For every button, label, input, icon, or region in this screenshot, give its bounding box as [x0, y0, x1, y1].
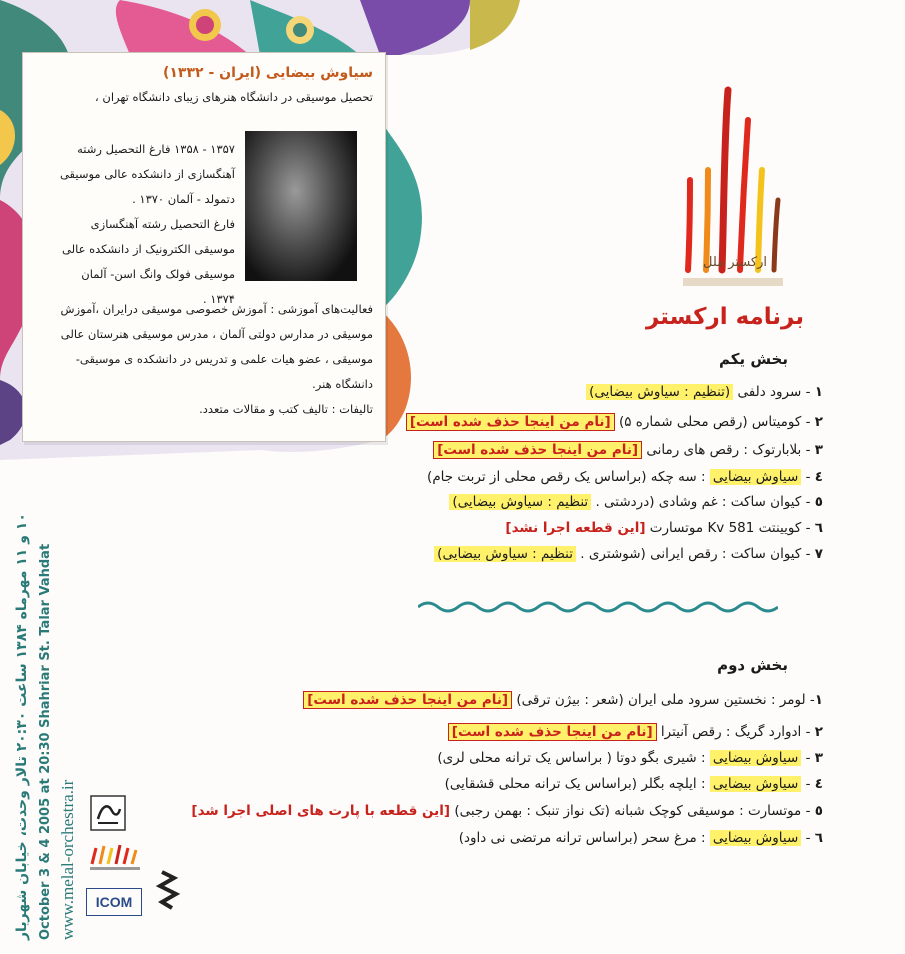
- bio-line: ۱۳۵۷ - ۱۳۵۸ فارغ التحصیل رشته: [77, 142, 235, 156]
- highlighted-credit: سیاوش بیضایی: [710, 830, 801, 846]
- bio-line: ۱۳۷۴ .: [202, 292, 235, 306]
- not-performed-note: [این قطعه اجرا نشد]: [505, 520, 646, 536]
- removed-name-note: [نام من اینجا حذف شده است]: [433, 441, 642, 459]
- website-url[interactable]: www.melal-orchestra.ir: [58, 779, 77, 940]
- bio-line: آهنگسازی از دانشکده عالی موسیقی: [59, 167, 235, 181]
- composers-association-logo: [86, 842, 152, 872]
- program-item: ۳ - بلابارتوک : رقص های رمانی [نام من اینجا حذف شده است]: [433, 442, 823, 458]
- date-venue-persian: ۱۰ و ۱۱ مهرماه ۱۳۸۴ ساعت ۲۰:۳۰ تالار وحدت، خیابان شهریار: [14, 513, 30, 940]
- program-item: ۲ - ادوارد گریگ : رقص آنیترا [نام من اینجا حذف شده است]: [448, 724, 823, 740]
- bio-line: موسیقی در مدارس دولتی آلمان ، مدرس موسیقی هنرستان عالی: [60, 327, 373, 341]
- bio-line: فعالیت‌های آموزشی : آموزش خصوصی موسیقی درایران ،آموزش: [60, 302, 373, 316]
- side-info: [14, 513, 77, 940]
- portrait-photo: [245, 131, 357, 281]
- highlighted-credit: (تنظیم : سیاوش بیضایی): [586, 384, 733, 400]
- bio-works: تالیفات : تالیف کتب و مقالات متعدد.: [199, 402, 373, 416]
- highlighted-credit: سیاوش بیضایی: [710, 750, 801, 766]
- biography-card: [22, 52, 386, 442]
- calligraphy-logo: [90, 795, 126, 831]
- removed-name-note: [نام من اینجا حذف شده است]: [448, 723, 657, 741]
- program-item: ٥ - کیوان ساکت : غم وشادی (دردشتی . تنظیم : سیاوش بیضایی): [449, 494, 823, 510]
- part-two-title: بخش دوم: [717, 656, 788, 674]
- program-item: ۲ - کومیتاس (رقص محلی شماره ۵) [نام من اینجا حذف شده است]: [406, 414, 823, 430]
- highlighted-credit: سیاوش بیضایی: [710, 776, 801, 792]
- program-item: ٤ - سیاوش بیضایی : ایلچه بگلر (براساس یک ترانه محلی قشقایی): [444, 776, 823, 792]
- removed-name-note: [نام من اینجا حذف شده است]: [303, 691, 512, 709]
- removed-name-note: [نام من اینجا حذف شده است]: [406, 413, 615, 431]
- program-item: ۷ - کیوان ساکت : رقص ایرانی (شوشتری . تنظیم : سیاوش بیضایی): [434, 546, 823, 562]
- program-item: ۱- لومر : نخستین سرود ملی ایران (شعر : بیژن ترقی) [نام من اینجا حذف شده است]: [303, 692, 823, 708]
- bio-title: سیاوش بیضایی (ایران - ۱۳۳۲): [162, 65, 373, 81]
- original-parts-note: [این قطعه با پارت های اصلی اجرا شد]: [191, 803, 451, 819]
- logo-text: ارکستر ملل: [702, 255, 768, 270]
- bio-activities: [33, 297, 373, 422]
- program-item: ٦ - کویینتت 581 Kv موتسارت [این قطعه اجرا نشد]: [505, 520, 823, 536]
- bio-line: موسیقی فولک وانگ اسن- آلمان: [81, 267, 235, 281]
- bio-intro: تحصیل موسیقی در دانشگاه هنرهای زیبای دانشگاه تهران ،: [95, 90, 373, 104]
- wave-divider: [418, 597, 778, 617]
- program-item: ٤ - سیاوش بیضایی : سه چکه (براساس یک رقص محلی از تربت جام): [427, 469, 823, 485]
- date-venue-english: October 3 & 4 2005 at 20:30 Shahriar St. Talar Vahdat: [38, 543, 53, 940]
- program-item: ۳ - سیاوش بیضایی : شیری بگو دوتا ( براساس یک ترانه محلی لری): [437, 750, 823, 766]
- bio-line: فارغ التحصیل رشته آهنگسازی: [90, 217, 235, 231]
- program-item: ٥ - موتسارت : موسیقی کوچک شبانه (تک نواز تنبک : بهمن رجبی) [این قطعه با پارت های اصلی اجرا شد]: [191, 803, 823, 819]
- highlighted-credit: تنظیم : سیاوش بیضایی): [434, 546, 576, 562]
- bio-line: دتمولد - آلمان ۱۳۷۰ .: [132, 192, 235, 206]
- bio-education: [35, 137, 235, 312]
- part-one-title: بخش یکم: [719, 350, 788, 368]
- bio-line: دانشگاه هنر.: [312, 377, 373, 391]
- highlighted-credit: سیاوش بیضایی: [710, 469, 801, 485]
- program-item: ۱ - سرود دلفی (تنظیم : سیاوش بیضایی): [586, 384, 823, 400]
- bio-line: موسیقی الکترونیک از دانشکده عالی: [61, 242, 235, 256]
- highlighted-credit: تنظیم : سیاوش بیضایی): [449, 494, 591, 510]
- icom-logo: ICOM: [86, 888, 142, 916]
- program-title: برنامه ارکستر: [645, 304, 804, 330]
- program-item: ٦ - سیاوش بیضایی : مرغ سحر (براساس ترانه مرتضی نی داود): [458, 830, 823, 846]
- harmony-logo: [152, 868, 186, 916]
- bio-line: موسیقی ، عضو هیات علمی و تدریس در دانشکده ی موسیقی-: [75, 352, 373, 366]
